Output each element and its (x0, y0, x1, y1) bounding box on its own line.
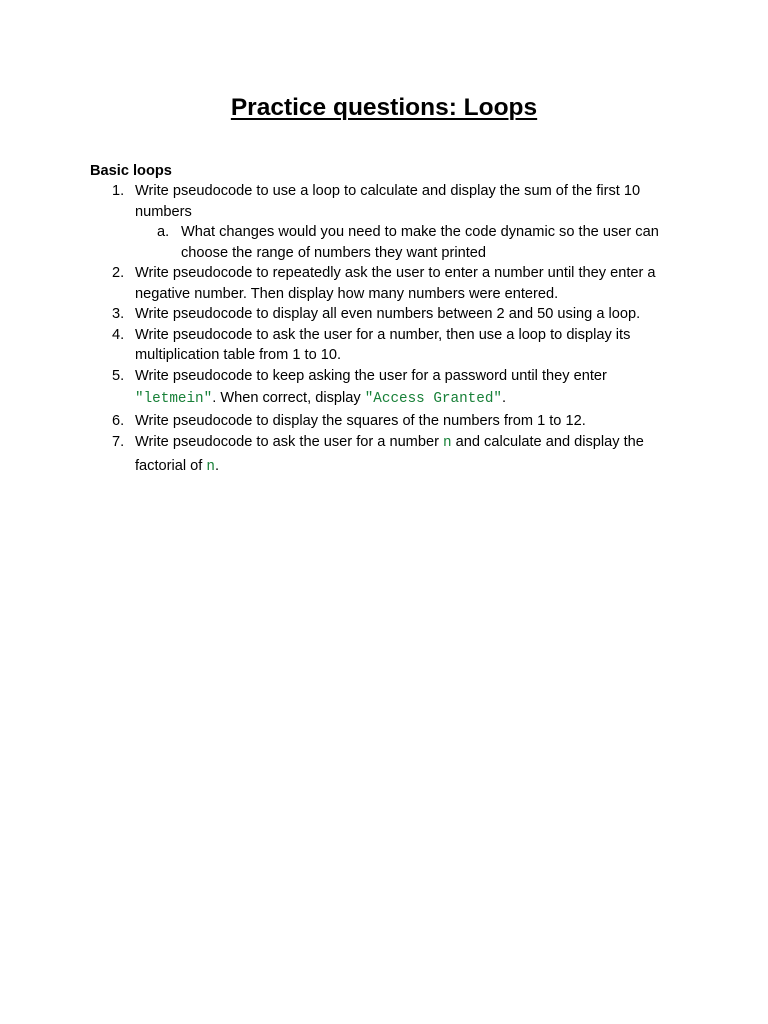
page-title: Practice questions: Loops (230, 94, 538, 121)
section-heading: Basic loops (90, 163, 172, 179)
question-item-1 (90, 181, 690, 222)
question-item-6 (90, 411, 690, 432)
code-snippet: n (443, 434, 452, 451)
question-list (90, 181, 690, 481)
question-text-fragment: . (501, 390, 507, 406)
question-text-fragment: and calculate and display the (451, 433, 644, 450)
question-item-5 (90, 366, 690, 412)
question-number: 7. (112, 433, 125, 450)
question-number: 4. (112, 326, 125, 343)
subquestion-letter: a. (157, 224, 170, 240)
code-snippet: n (206, 459, 215, 475)
question-number: 2. (112, 265, 125, 281)
question-text-line (135, 453, 690, 481)
question-item-3 (90, 304, 690, 325)
question-number: 5. (112, 367, 125, 384)
subquestion-item-1a (135, 222, 690, 263)
code-snippet: "letmein" (135, 391, 213, 407)
question-number: 6. (112, 413, 125, 429)
question-text: Write pseudocode to repeatedly ask the user to enter a number until they enter a negative number. Then display how many numbers were entered. (135, 265, 656, 302)
question-text-line (135, 432, 690, 454)
question-text-line: Write pseudocode to keep asking the user for a password until they enter (135, 367, 607, 384)
question-text-line (135, 386, 690, 411)
question-text: Write pseudocode to display the squares of the numbers from 1 to 12. (135, 413, 586, 429)
code-snippet: "Access Granted" (364, 391, 502, 407)
question-text: Write pseudocode to ask the user for a number, then use a loop to display its multiplication table from 1 to 10. (135, 326, 631, 363)
question-item-4 (90, 325, 690, 366)
question-text: Write pseudocode to display all even numbers between 2 and 50 using a loop. (135, 306, 641, 322)
question-item-7 (90, 432, 690, 482)
subquestion-text: What changes would you need to make the code dynamic so the user can choose the range of numbers they want printed (181, 224, 659, 261)
question-number: 3. (112, 306, 125, 322)
question-text: Write pseudocode to use a loop to calculate and display the sum of the first 10 numbers (135, 183, 641, 220)
question-text-fragment: . (214, 458, 220, 474)
question-text-fragment: Write pseudocode to ask the user for a number (135, 433, 443, 450)
question-text-fragment: . When correct, display (212, 390, 365, 406)
question-item-2 (90, 263, 690, 304)
question-number: 1. (112, 183, 125, 199)
question-text-fragment: factorial of (135, 458, 207, 474)
